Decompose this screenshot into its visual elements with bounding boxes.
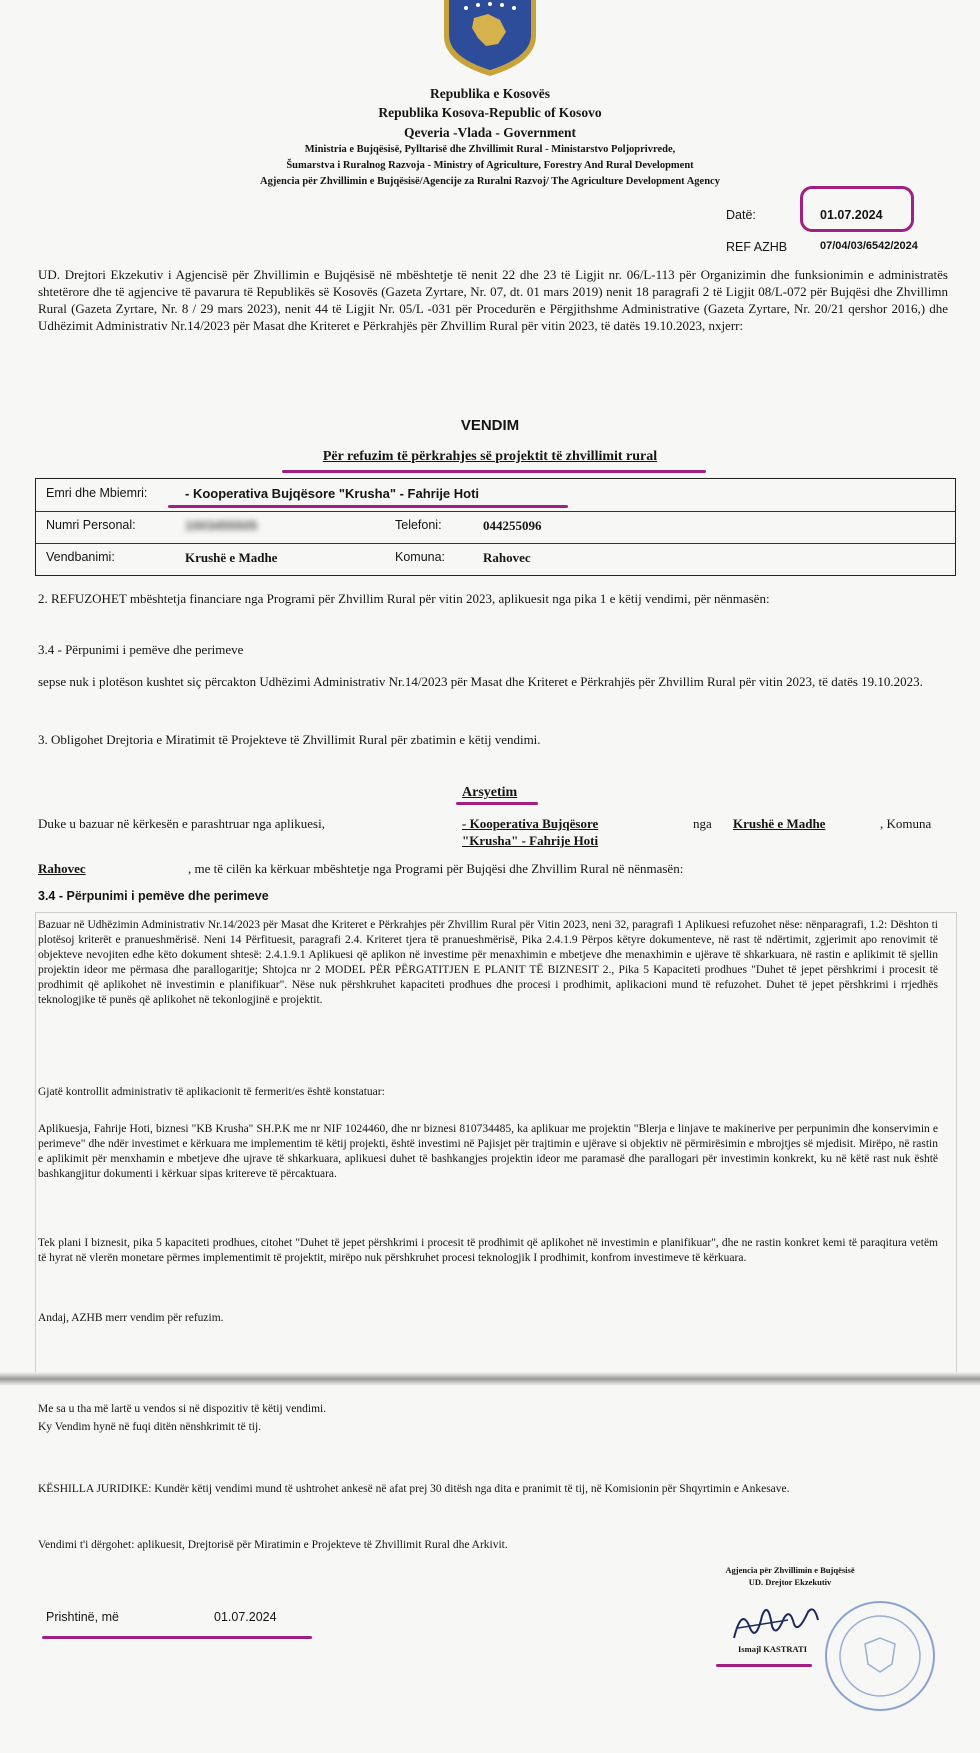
- intro-paragraph: UD. Drejtori Ekzekutiv i Agjencisë për Zhvillimin e Bujqësisë në mbështetje të nenit 22 dhe 23 të Ligjit nr. 06/L-113 për Organizimin dhe funksionimin e administratës shtetërore dhe të agjencive të pavarura të Republikës së Kosovës (Gazeta Zyrtare, Nr. 07, dt. 01 mars 2019) nenit 18 paragrafi 2 të Ligjit 08/L-072 për Bujqësi dhe Zhvillimn Rural (Gazeta Zyrtare, Nr. 8 / 29 mars 2023), nenit 44 të Ligjit Nr. 05/L -031 për Procedurën e Përgjithshme Administrative (Gazeta Zyrtare, Nr. 20/21 qershor 2016,) dhe Udhëzimit Administrativ Nr.14/2023 për Masat dhe Kriteret e Përkrahjës për Zhvillim Rural për vitin 2023, të datës 19.10.2023, nxjerr:: [38, 267, 948, 333]
- sign-name: Ismajl KASTRATI: [738, 1644, 808, 1654]
- municipality-value: Rahovec: [483, 550, 531, 565]
- reasoning-para-4: Tek plani I biznesit, pika 5 kapaciteti prodhues, citohet "Duhet të jepet përshkrimi i procesit të prodhimit që aplikohet në investimin e planifikuar", dhe ne rastin konkret kemi të paraqitura vetëm të hyrat në vlerën monetare përmes implementimit të projektit, mirëpo nuk përshkruhet procesi teknologjik I prodhimit, konfrom investimeve të kërkuara.: [38, 1237, 938, 1264]
- agency-line: Agjencia për Zhvillimin e Bujqësisë/Agencije za Ruralni Razvoj/ The Agriculture Development Agency: [260, 176, 720, 187]
- kosovo-emblem-icon: [436, 0, 544, 78]
- reasoning-para-3: Aplikuesja, Fahrije Hoti, biznesi "KB Krusha" SH.P.K me nr NIF 1024460, dhe nr biznesi 810734485, ka aplikuar me projektin "Blerja e linjave te makinerive per perpunimin dhe konservimin e perimeve" dhe ndër investimet e kërkuara me implementim të këtij projekti, është investimi në Pajisjet për trajtimin e ujërave si objektiv në përmirësimin e mbrojtjes së mjedisit. Mirëpo, në rastin e aplikimit për menxhamin e mbetjeve dhe ujrave të shkarkuara, aplikuesi duhet të bashkangjes projektin ideor me paramasë dhe parallogari për investimin konkrekt, ku në këtë rast nuk është bashkangjitur dokumenti i kërkuar sipas kritereve të përcaktuara.: [38, 1123, 938, 1180]
- republic-name-multi: Republika Kosova-Republic of Kosovo: [378, 105, 602, 120]
- reasoning-village: Krushë e Madhe: [733, 816, 826, 831]
- decision-title: VENDIM: [460, 417, 520, 434]
- clause-because: sepse nuk i plotëson kushtet siç përcakton Udhëzimi Administrativ Nr.14/2023 për Masat dhe Kriteret e Përkrahjës për Zhvillim Rural për vitin 2023, të datës 19.10.2023.: [38, 674, 923, 689]
- signature-icon: [728, 1598, 838, 1648]
- reasoning-municipality-word: , Komuna: [880, 816, 932, 831]
- place-date: 01.07.2024: [214, 1610, 277, 1624]
- reasoning-para-1: Bazuar në Udhëzimin Administrativ Nr.14/2023 për Masat dhe Kriteret e Përkrahjes për Zhvillim Rural për Vitin 2023, neni 32, paragrafi 1 Aplikuesi refuzohet nëse: nënparagrafi, 1.2: Dështon ti plotësoj kriterët e pranueshmërisë. Neni 14 Përfituesit, paragrafi 2.4. Kriteret tjera të pranueshmërisë, Pika 2.4.1.9 Përpos këtyre dokumenteve, në rast të ndërtimit, zgjerimit apo renovimit të objekteve nevojiten edhe këto dokument shtesë: 2.4.1.9.1 Aplikuesi që aplikon në investime për menaxhimin e mbetjeve dhe menaxhimin e ujërave të shkarkuara, në rastin e aplikimit të sjellin projektin ideor me përmasa dhe parallogaritje; Shtojca nr 2 MODEL PËR PËRGATITJEN E PLANIT TË BIZNESIT 2., Pika 5 Kapaciteti prodhues "Duhet të jepet përshkrimi i procesit të prodhimit që aplikohet në investimin e planifikuar". Nëse nuk përshkruhet kapaciteti prodhues dhe procesi i prodhimit, aplikacioni mund të refuzohet. Duhet të jepet përshkrimi i rrjedhës teknologjike të punës që aplikohet në tekonlogjinë e projektit.: [38, 919, 938, 1006]
- date-label: Datë:: [726, 208, 756, 222]
- government-line: Qeveria -Vlada - Government: [403, 125, 577, 140]
- place-highlight-mark: [42, 1636, 312, 1639]
- clause-measure: 3.4 - Përpunimi i pemëve dhe perimeve: [38, 642, 244, 657]
- name-value: - Kooperativa Bujqësore "Krusha" - Fahrije Hoti: [185, 486, 480, 501]
- clause-2: 2. REFUZOHET mbështetja financiare nga Programi për Zhvillim Rural për vitin 2023, aplikuesit nga pika 1 e këtij vendimi, për nënmasën:: [38, 591, 770, 606]
- ref-label: REF AZHB: [726, 240, 788, 254]
- municipality-label: Komuna:: [395, 550, 446, 564]
- official-stamp-icon: [820, 1596, 940, 1716]
- subtitle-highlight-mark: [282, 470, 706, 473]
- decision-subtitle: Për refuzim të përkrahjes së projektit të zhvillimit rural: [322, 449, 658, 464]
- reasoning-title: Arsyetim: [462, 785, 518, 800]
- reasoning-applicant-1: - Kooperativa Bujqësore: [462, 816, 599, 831]
- reasoning-municipality: Rahovec: [38, 861, 86, 876]
- republic-name-sq: Republika e Kosovës: [429, 86, 551, 101]
- reasoning-applicant-2: "Krusha" - Fahrije Hoti: [462, 833, 599, 848]
- reasoning-para-5: Andaj, AZHB merr vendim për refuzim.: [38, 1312, 224, 1324]
- reasoning-from-word: nga: [693, 816, 712, 831]
- sign-agency: Agjencia për Zhvillimin e Bujqësisë: [725, 1565, 855, 1575]
- legal-advice: KËSHILLA JURIDIKE: Kundër këtij vendimi mund të ushtrohet ankesë në afat prej 30 ditësh nga dita e pranimit të tij, në Komisionin për Shqyrtimin e Ankesave.: [38, 1483, 790, 1495]
- ministry-line-1: Ministria e Bujqësisë, Pylltarisë dhe Zhvillimit Rural - Ministarstvo Poljoprivrede,: [304, 144, 676, 155]
- reasoning-highlight-mark: [456, 802, 538, 805]
- signature-highlight-mark: [716, 1664, 812, 1667]
- closing-line-2: Ky Vendim hynë në fuqi ditën nënshkrimit të tij.: [38, 1421, 262, 1433]
- personal-number-value: 1003455505: [185, 518, 258, 533]
- personal-number-label: Numri Personal:: [46, 518, 136, 532]
- sent-to-line: Vendimi t'i dërgohet: aplikuesit, Drejtorisë për Miratimin e Projekteve të Zhvillimit Rural dhe Arkivit.: [38, 1539, 508, 1551]
- reasoning-measure: 3.4 - Përpunimi i pemëve dhe perimeve: [38, 889, 269, 903]
- name-label: Emri dhe Mbiemri:: [46, 486, 148, 500]
- ref-value: 07/04/03/6542/2024: [820, 240, 918, 252]
- date-value: 01.07.2024: [820, 208, 883, 222]
- sign-role: UD. Drejtor Ekzekutiv: [748, 1577, 832, 1587]
- clause-3: 3. Obligohet Drejtoria e Miratimit të Projekteve të Zhvillimit Rural për zbatimin e këtij vendimi.: [38, 732, 541, 747]
- closing-line-1: Me sa u tha më lartë u vendos si në dispozitiv të këtij vendimi.: [38, 1403, 327, 1415]
- phone-label: Telefoni:: [395, 518, 442, 532]
- page-fold-divider: [0, 1372, 980, 1386]
- reasoning-para-2: Gjatë kontrollit administrativ të aplikacionit të fermerit/es është konstatuar:: [38, 1086, 385, 1098]
- name-highlight-mark: [168, 505, 568, 508]
- residence-label: Vendbanimi:: [46, 550, 115, 564]
- residence-value: Krushë e Madhe: [185, 550, 278, 565]
- phone-value: 044255096: [483, 518, 542, 533]
- place-label: Prishtinë, më: [46, 1610, 119, 1624]
- date-highlight-mark: [800, 186, 914, 232]
- ministry-line-2: Šumarstva i Ruralnog Razvoja - Ministry of Agriculture, Forestry And Rural Development: [286, 160, 694, 171]
- reasoning-lead-1: Duke u bazuar në kërkesën e parashtruar nga aplikuesi,: [38, 816, 325, 831]
- reasoning-lead-2: , me të cilën ka kërkuar mbështetje nga Programi për Bujqësi dhe Zhvillim Rural në nënmasën:: [188, 861, 684, 876]
